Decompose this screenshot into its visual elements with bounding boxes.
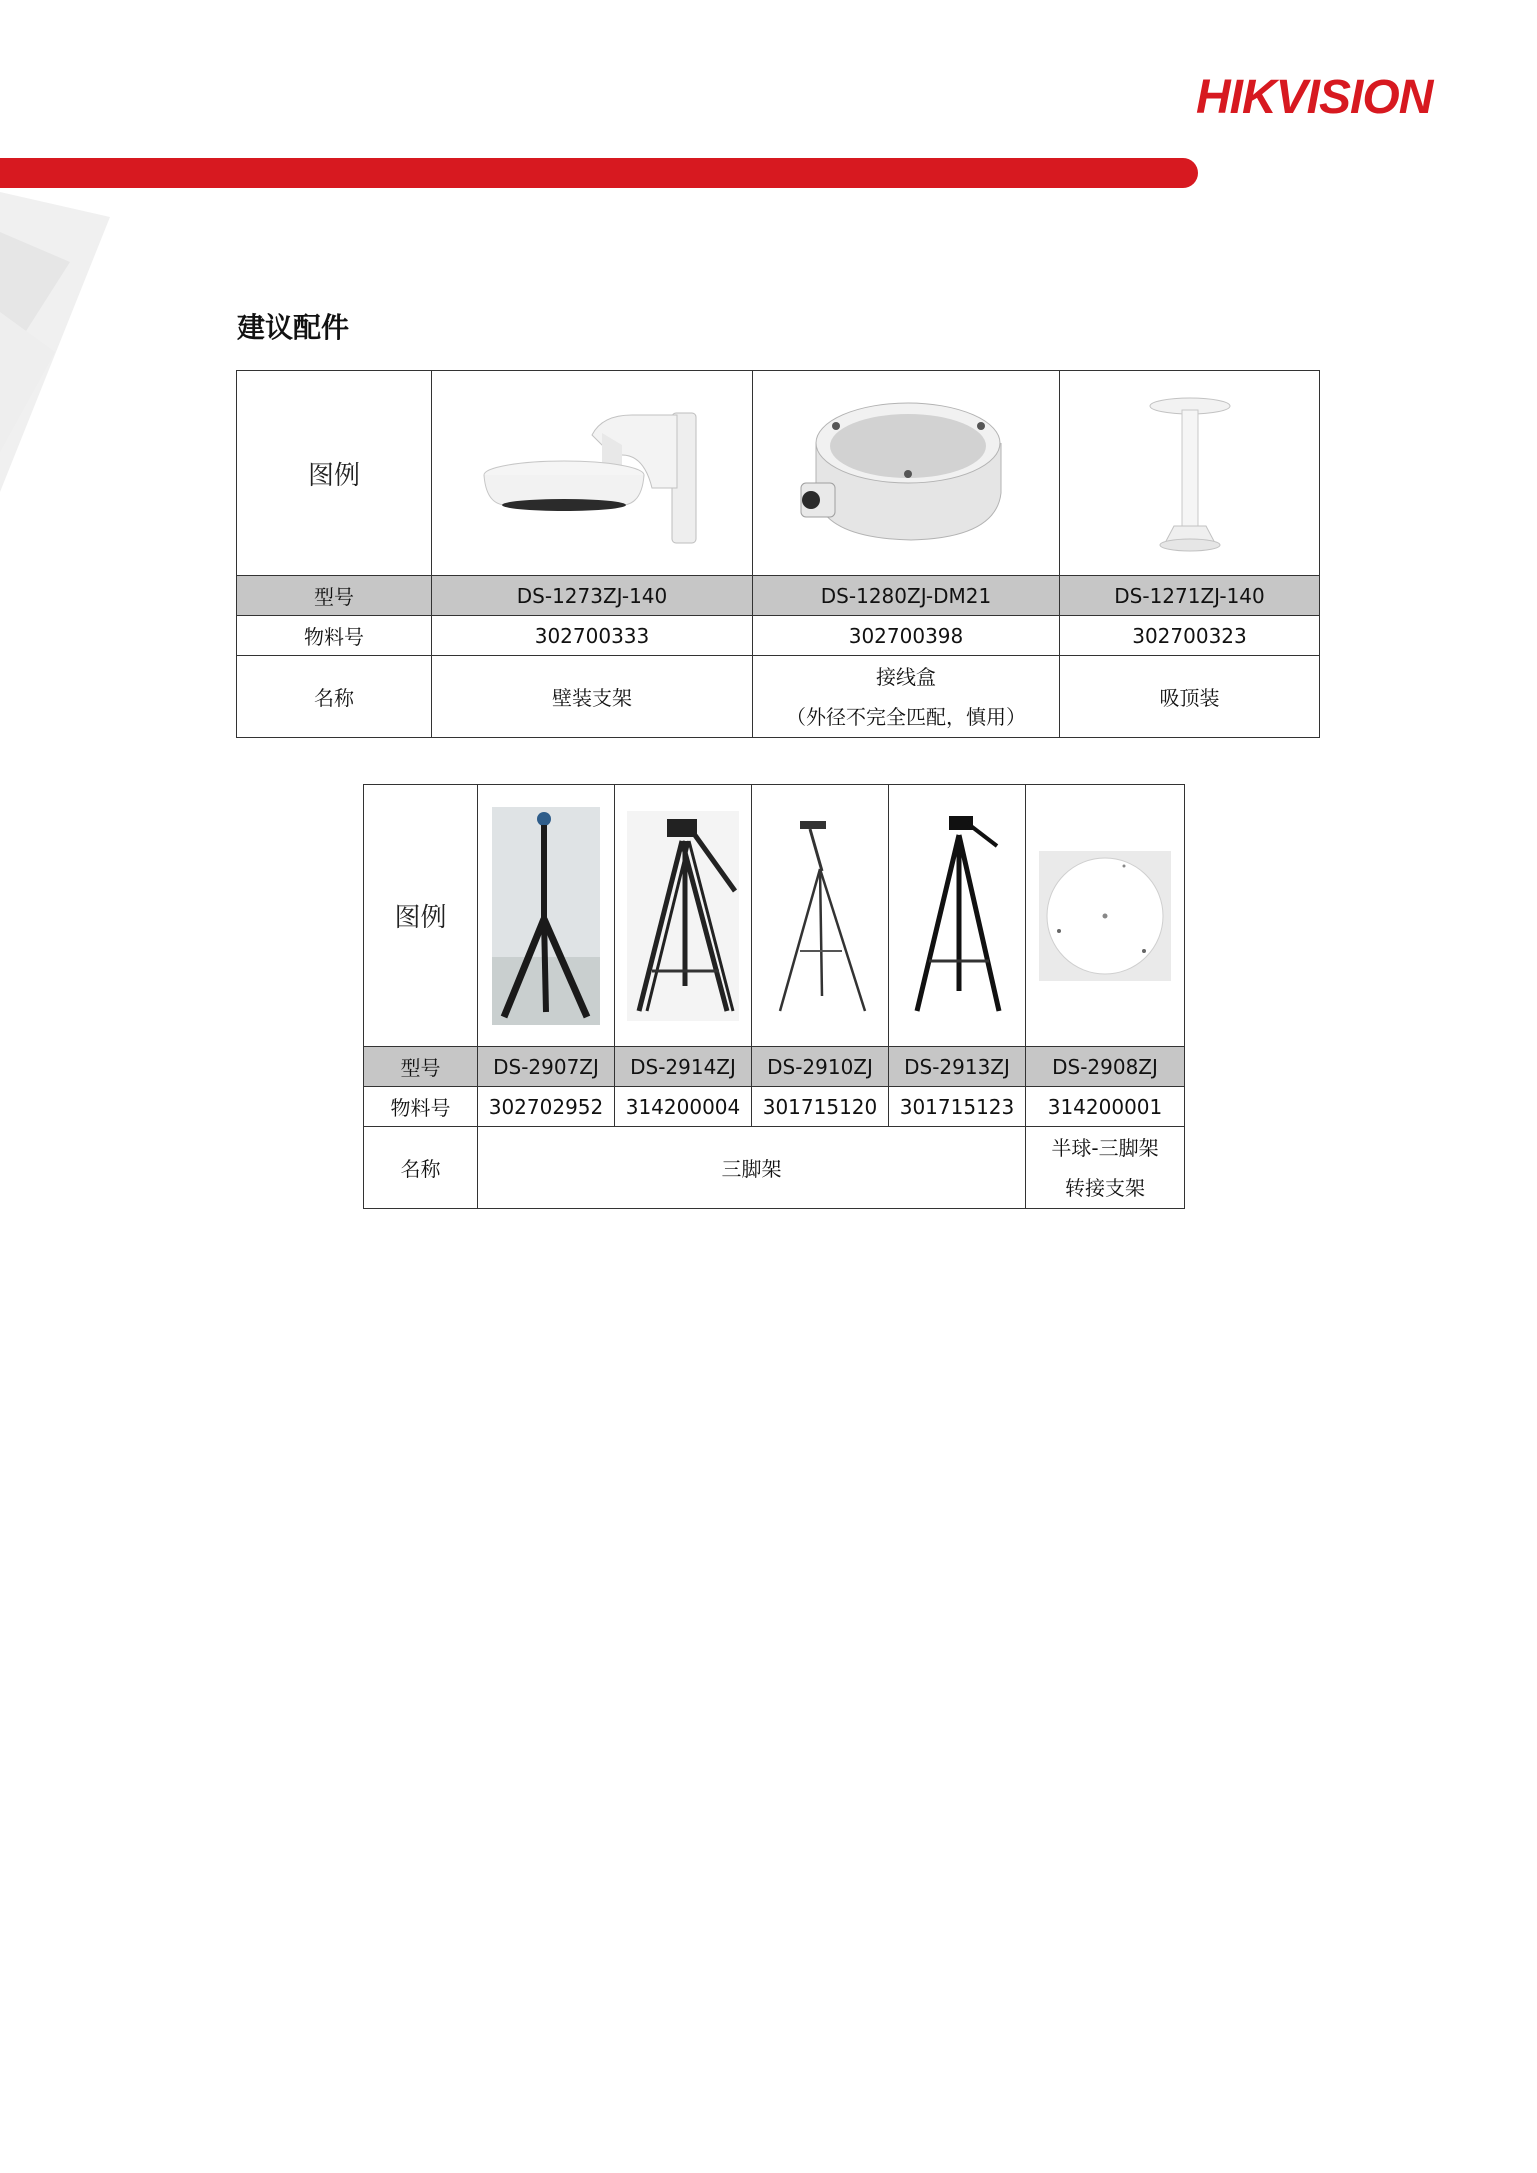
adapter-name-cell	[1026, 1127, 1185, 1209]
tripod-icon	[889, 785, 1026, 1047]
accessory-table-mounts	[236, 370, 1320, 738]
part-no-cell: 302700333	[432, 616, 753, 656]
accessory-table-tripods	[363, 784, 1185, 1209]
header-red-bar	[0, 158, 1198, 188]
model-cell: DS-1273ZJ-140	[432, 576, 753, 616]
row-label-name: 名称	[237, 656, 432, 738]
part-no-cell: 301715120	[752, 1087, 889, 1127]
ceiling-mount-icon	[1060, 371, 1320, 576]
adapter-plate-icon	[1026, 785, 1185, 1047]
section-title: 建议配件	[237, 311, 350, 344]
row-label-model: 型号	[237, 576, 432, 616]
part-no-cell: 314200004	[615, 1087, 752, 1127]
tripod-icon	[752, 785, 889, 1047]
part-no-cell: 302702952	[478, 1087, 615, 1127]
part-no-cell: 302700323	[1060, 616, 1320, 656]
row-label-model: 型号	[364, 1047, 478, 1087]
tripod-icon	[478, 785, 615, 1047]
row-label-image: 图例	[237, 371, 432, 576]
model-cell: DS-2908ZJ	[1026, 1047, 1185, 1087]
name-line: 半球-三脚架	[1051, 1135, 1159, 1160]
row-label-image: 图例	[364, 785, 478, 1047]
model-cell: DS-2914ZJ	[615, 1047, 752, 1087]
model-cell: DS-2910ZJ	[752, 1047, 889, 1087]
row-label-name: 名称	[364, 1127, 478, 1209]
model-cell: DS-2907ZJ	[478, 1047, 615, 1087]
part-no-cell: 302700398	[753, 616, 1060, 656]
name-line: 接线盒	[876, 664, 936, 689]
hikvision-logo: HIKVISION	[1196, 71, 1433, 124]
name-line: 转接支架	[1065, 1175, 1145, 1200]
model-cell: DS-1280ZJ-DM21	[753, 576, 1060, 616]
video-tripod-icon	[615, 785, 752, 1047]
model-cell: DS-1271ZJ-140	[1060, 576, 1320, 616]
row-label-part-no: 物料号	[237, 616, 432, 656]
name-cell: 壁装支架	[432, 656, 753, 738]
name-cell	[753, 656, 1060, 738]
name-note-line: （外径不完全匹配，慎用）	[786, 704, 1026, 729]
name-cell: 吸顶装	[1060, 656, 1320, 738]
junction-box-icon	[753, 371, 1060, 576]
wall-mount-bracket-icon	[432, 371, 753, 576]
part-no-cell: 314200001	[1026, 1087, 1185, 1127]
tripod-name-cell: 三脚架	[478, 1127, 1026, 1209]
model-cell: DS-2913ZJ	[889, 1047, 1026, 1087]
part-no-cell: 301715123	[889, 1087, 1026, 1127]
decorative-shard-graphic	[0, 192, 115, 502]
row-label-part-no: 物料号	[364, 1087, 478, 1127]
